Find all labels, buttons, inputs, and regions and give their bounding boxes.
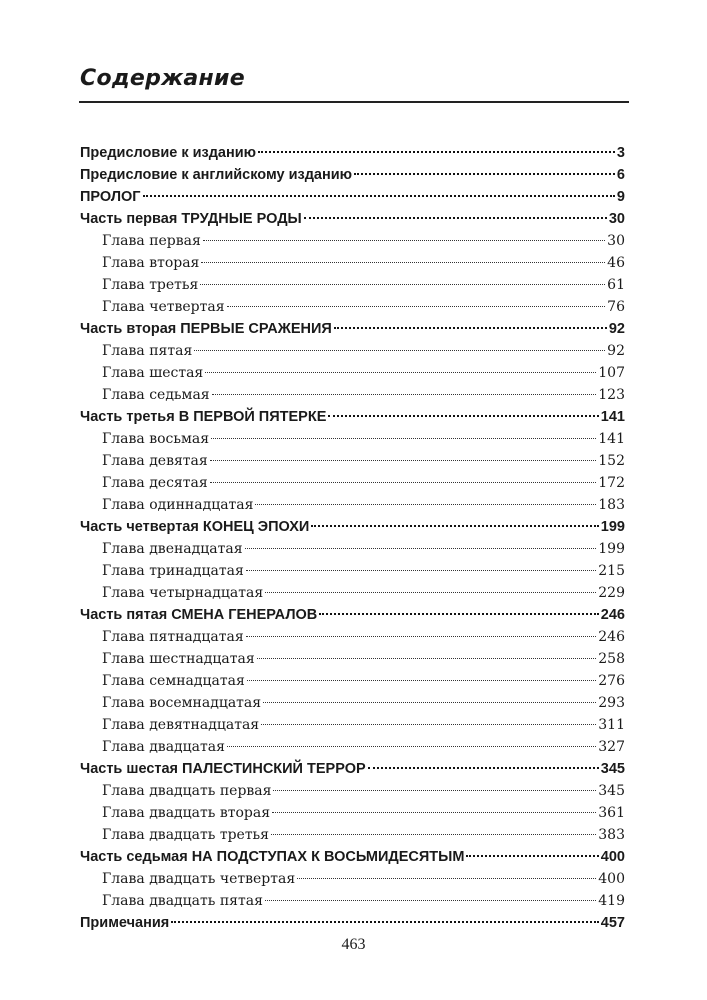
toc-entry-page: 229 — [598, 585, 625, 601]
dot-leader — [319, 613, 599, 615]
toc-entry-page: 92 — [607, 343, 625, 359]
dot-leader — [368, 767, 599, 769]
dot-leader — [246, 570, 596, 571]
toc-entry-page: 311 — [598, 717, 625, 733]
toc-entry-title: Часть вторая ПЕРВЫЕ СРАЖЕНИЯ — [80, 321, 332, 337]
dot-leader — [297, 878, 596, 879]
toc-chapter-entry — [80, 494, 625, 516]
toc-entry-page: 345 — [600, 761, 625, 777]
toc-entry-title: Часть пятая СМЕНА ГЕНЕРАЛОВ — [80, 607, 318, 623]
toc-entry-title: Глава третья — [102, 277, 199, 293]
table-of-contents — [80, 142, 625, 934]
toc-entry-title: Глава двадцать четвертая — [102, 871, 296, 887]
dot-leader — [261, 724, 596, 725]
toc-entry-page: 345 — [598, 783, 625, 799]
toc-chapter-entry — [80, 648, 625, 670]
toc-chapter-entry — [80, 252, 625, 274]
toc-chapter-entry — [80, 428, 625, 450]
dot-leader — [272, 812, 596, 813]
dot-leader — [304, 217, 607, 219]
toc-part-entry — [80, 912, 625, 934]
toc-entry-page: 92 — [608, 321, 625, 337]
toc-entry-page: 361 — [598, 805, 625, 821]
dot-leader — [246, 636, 597, 637]
toc-chapter-entry — [80, 736, 625, 758]
dot-leader — [212, 394, 597, 395]
toc-entry-title: Предисловие к изданию — [80, 145, 257, 161]
toc-entry-title: Часть первая ТРУДНЫЕ РОДЫ — [80, 211, 302, 227]
toc-entry-page: 199 — [598, 541, 625, 557]
toc-entry-title: Глава первая — [102, 233, 201, 249]
toc-part-entry — [80, 604, 625, 626]
toc-entry-page: 258 — [598, 651, 625, 667]
toc-entry-page: 327 — [598, 739, 625, 755]
toc-chapter-entry — [80, 626, 625, 648]
toc-chapter-entry — [80, 472, 625, 494]
toc-chapter-entry — [80, 824, 625, 846]
toc-entry-page: 76 — [607, 299, 625, 315]
dot-leader — [200, 284, 605, 285]
toc-entry-page: 183 — [598, 497, 625, 513]
toc-entry-title: Глава семнадцатая — [102, 673, 245, 689]
toc-chapter-entry — [80, 868, 625, 890]
toc-entry-page: 400 — [600, 849, 625, 865]
dot-leader — [271, 834, 596, 835]
dot-leader — [311, 525, 598, 527]
toc-entry-title: Глава двадцатая — [102, 739, 225, 755]
toc-entry-page: 6 — [616, 167, 625, 183]
toc-entry-page: 9 — [616, 189, 625, 205]
toc-entry-title: Глава тринадцатая — [102, 563, 244, 579]
dot-leader — [263, 702, 596, 703]
toc-chapter-entry — [80, 538, 625, 560]
toc-entry-page: 400 — [598, 871, 625, 887]
toc-entry-page: 141 — [600, 409, 625, 425]
toc-entry-title: Часть четвертая КОНЕЦ ЭПОХИ — [80, 519, 310, 535]
dot-leader — [354, 173, 615, 175]
toc-entry-page: 46 — [607, 255, 625, 271]
toc-entry-title: Глава двадцать первая — [102, 783, 272, 799]
toc-entry-page: 246 — [600, 607, 625, 623]
toc-entry-title: Часть третья В ПЕРВОЙ ПЯТЕРКЕ — [80, 409, 327, 425]
toc-chapter-entry — [80, 780, 625, 802]
toc-entry-title: ПРОЛОГ — [80, 189, 141, 205]
toc-entry-page: 141 — [598, 431, 625, 447]
toc-entry-page: 107 — [598, 365, 625, 381]
toc-entry-title: Глава вторая — [102, 255, 200, 271]
toc-chapter-entry — [80, 582, 625, 604]
toc-entry-page: 30 — [607, 233, 625, 249]
dot-leader — [205, 372, 596, 373]
toc-entry-title: Часть седьмая НА ПОДСТУПАХ К ВОСЬМИДЕСЯТЫМ — [80, 849, 465, 865]
dot-leader — [265, 900, 596, 901]
toc-entry-title: Глава двенадцатая — [102, 541, 243, 557]
heading-rule — [79, 101, 629, 103]
dot-leader — [210, 460, 597, 461]
toc-entry-title: Глава четвертая — [102, 299, 225, 315]
toc-entry-title: Глава седьмая — [102, 387, 210, 403]
toc-entry-page: 3 — [616, 145, 625, 161]
toc-entry-page: 457 — [600, 915, 625, 931]
toc-entry-title: Предисловие к английскому изданию — [80, 167, 353, 183]
dot-leader — [171, 921, 599, 923]
toc-entry-title: Глава шестая — [102, 365, 204, 381]
dot-leader — [194, 350, 605, 351]
dot-leader — [334, 327, 607, 329]
toc-entry-title: Глава пятая — [102, 343, 193, 359]
toc-entry-title: Глава двадцать вторая — [102, 805, 271, 821]
toc-entry-title: Глава шестнадцатая — [102, 651, 255, 667]
toc-part-entry — [80, 516, 625, 538]
toc-chapter-entry — [80, 230, 625, 252]
dot-leader — [265, 592, 596, 593]
toc-entry-page: 215 — [598, 563, 625, 579]
page-title: Содержание — [80, 66, 245, 91]
toc-chapter-entry — [80, 890, 625, 912]
toc-chapter-entry — [80, 802, 625, 824]
dot-leader — [203, 240, 605, 241]
toc-chapter-entry — [80, 714, 625, 736]
toc-entry-page: 246 — [598, 629, 625, 645]
toc-entry-page: 276 — [598, 673, 625, 689]
toc-part-entry — [80, 318, 625, 340]
toc-chapter-entry — [80, 274, 625, 296]
toc-entry-page: 419 — [598, 893, 625, 909]
dot-leader — [247, 680, 596, 681]
toc-part-entry — [80, 164, 625, 186]
dot-leader — [328, 415, 598, 417]
dot-leader — [143, 195, 615, 197]
toc-part-entry — [80, 758, 625, 780]
toc-chapter-entry — [80, 450, 625, 472]
dot-leader — [273, 790, 596, 791]
toc-entry-title: Глава двадцать третья — [102, 827, 270, 843]
toc-entry-title: Глава восьмая — [102, 431, 210, 447]
dot-leader — [255, 504, 596, 505]
toc-chapter-entry — [80, 340, 625, 362]
toc-chapter-entry — [80, 560, 625, 582]
toc-part-entry — [80, 846, 625, 868]
toc-entry-title: Глава четырнадцатая — [102, 585, 264, 601]
toc-entry-title: Глава девятнадцатая — [102, 717, 260, 733]
toc-entry-page: 123 — [598, 387, 625, 403]
toc-chapter-entry — [80, 670, 625, 692]
page-number: 463 — [341, 936, 366, 953]
toc-entry-page: 152 — [598, 453, 625, 469]
dot-leader — [227, 306, 606, 307]
toc-entry-page: 30 — [608, 211, 625, 227]
toc-entry-title: Глава одиннадцатая — [102, 497, 254, 513]
toc-entry-title: Глава восемнадцатая — [102, 695, 262, 711]
toc-chapter-entry — [80, 692, 625, 714]
toc-part-entry — [80, 406, 625, 428]
dot-leader — [466, 855, 598, 857]
toc-entry-title: Часть шестая ПАЛЕСТИНСКИЙ ТЕРРОР — [80, 761, 366, 777]
toc-chapter-entry — [80, 362, 625, 384]
toc-entry-page: 172 — [598, 475, 625, 491]
dot-leader — [257, 658, 597, 659]
toc-entry-page: 199 — [600, 519, 625, 535]
toc-entry-page: 61 — [607, 277, 625, 293]
toc-part-entry — [80, 208, 625, 230]
dot-leader — [227, 746, 596, 747]
toc-entry-page: 293 — [598, 695, 625, 711]
toc-chapter-entry — [80, 296, 625, 318]
toc-entry-title: Глава пятнадцатая — [102, 629, 244, 645]
dot-leader — [258, 151, 615, 153]
toc-entry-title: Глава девятая — [102, 453, 208, 469]
dot-leader — [211, 438, 596, 439]
toc-entry-title: Глава двадцать пятая — [102, 893, 263, 909]
toc-chapter-entry — [80, 384, 625, 406]
dot-leader — [201, 262, 605, 263]
toc-part-entry — [80, 186, 625, 208]
toc-entry-title: Глава десятая — [102, 475, 208, 491]
toc-part-entry — [80, 142, 625, 164]
toc-entry-title: Примечания — [80, 915, 170, 931]
dot-leader — [245, 548, 597, 549]
dot-leader — [210, 482, 597, 483]
toc-entry-page: 383 — [598, 827, 625, 843]
